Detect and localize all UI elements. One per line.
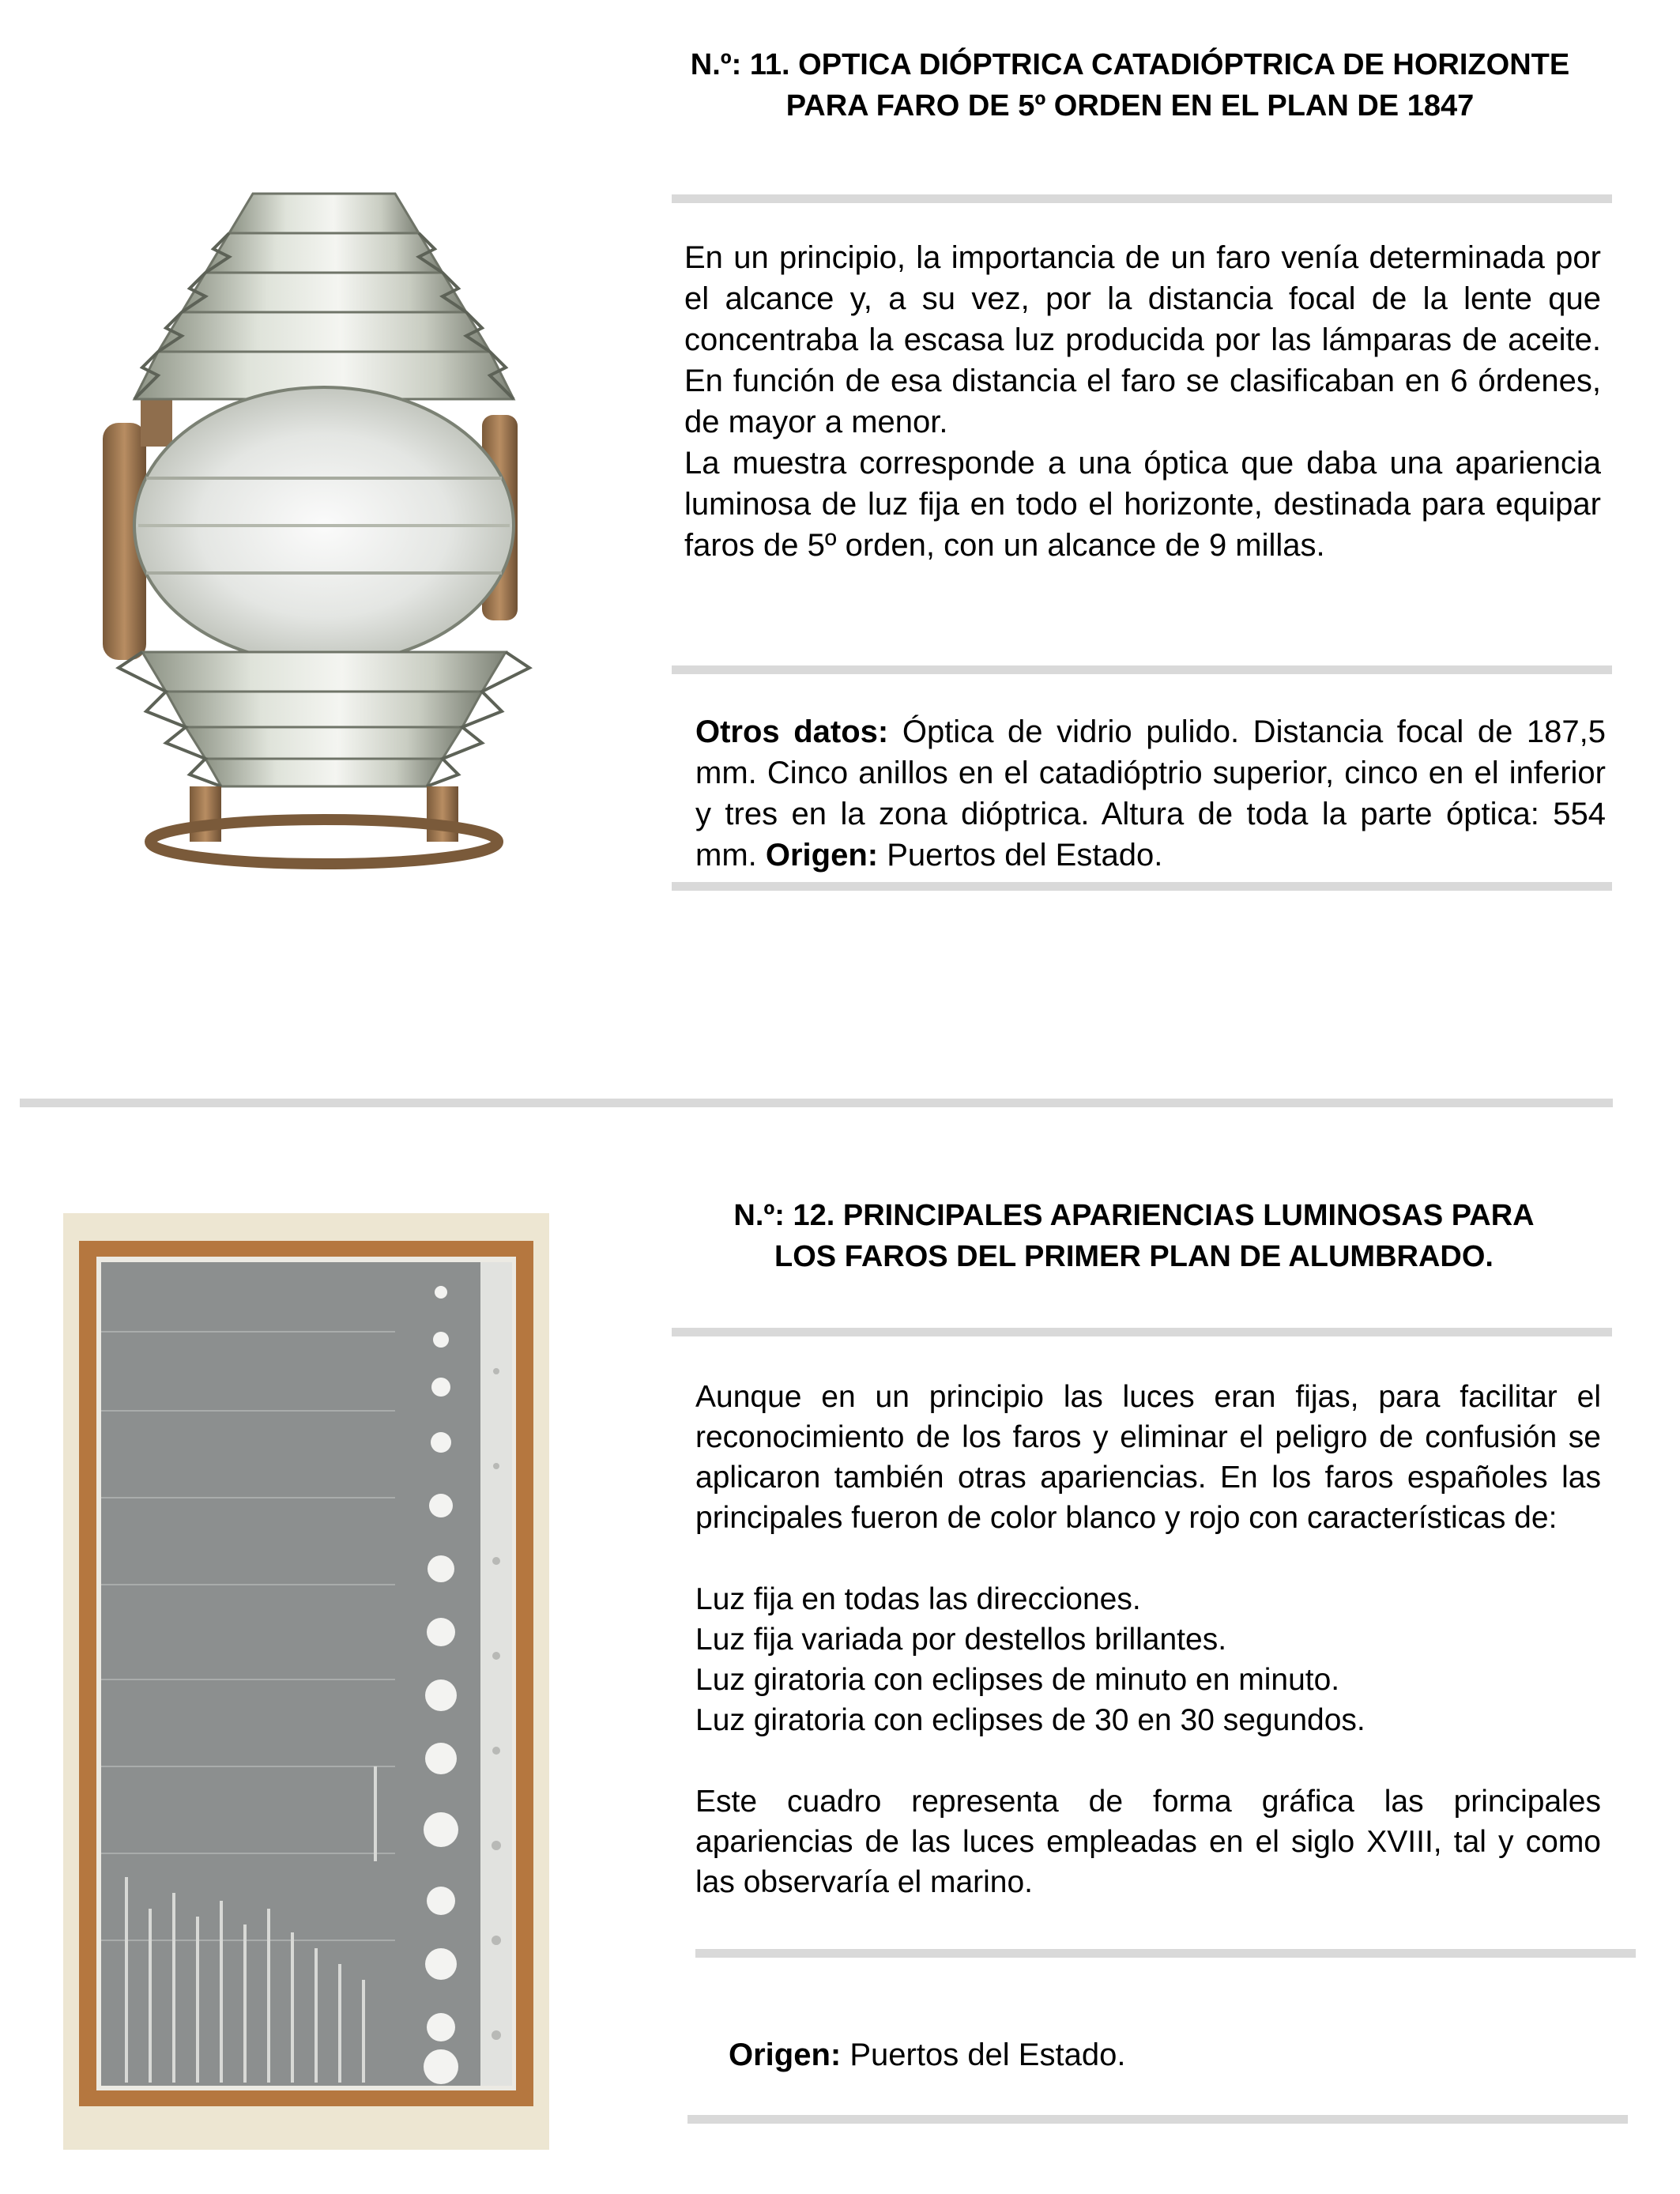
divider <box>672 194 1612 203</box>
otros-datos-text: Óptica de vidrio pulido. Distancia focal de 187,5 mm. Cinco anillos en el catadióptrio superior, cinco en el inferior y tres en la zona dióptrica. Altura de toda la parte óptica: 554 mm. <box>695 714 1607 873</box>
item-12-description <box>695 1377 1601 1902</box>
item-11-description <box>684 237 1601 566</box>
item-11-paragraph: En un principio, la importancia de un faro venía determinada por el alcance y, a su vez, por la distancia focal de la lente que concentraba la escasa luz producida por las lámparas de aceite. En función de esa distancia el faro se clasificaban en 6 órdenes, de mayor a menor. <box>684 240 1601 439</box>
origen-text: Puertos del Estado. <box>878 838 1163 873</box>
divider <box>695 1949 1636 1958</box>
divider <box>672 1328 1612 1336</box>
list-item: Luz fija variada por destellos brillantes. <box>695 1623 1227 1657</box>
otros-datos-label: Otros datos: <box>695 714 889 749</box>
section-separator <box>20 1099 1613 1107</box>
origen-label: Origen: <box>729 2038 842 2072</box>
light-appearances-chart-photo <box>63 1213 549 2150</box>
origen-label: Origen: <box>765 838 879 873</box>
item-12-closing: Este cuadro representa de forma gráfica las principales apariencias de las luces empleadas en el siglo XVIII, tal y como las observaría el marino. <box>695 1785 1601 1899</box>
lens-photo <box>71 178 577 873</box>
divider <box>672 882 1612 891</box>
item-11-otros-datos <box>695 711 1606 876</box>
list-item: Luz giratoria con eclipses de 30 en 30 segundos. <box>695 1703 1365 1737</box>
divider <box>672 665 1612 674</box>
item-12-origen <box>729 2034 1519 2075</box>
origen-text: Puertos del Estado. <box>841 2038 1126 2072</box>
divider <box>687 2115 1628 2124</box>
item-12-intro: Aunque en un principio las luces eran fijas, para facilitar el reconocimiento de los faros y eliminar el peligro de confusión se aplicaron también otras apariencias. En los faros españoles las principales fueron de color blanco y rojo con características de: <box>695 1380 1601 1535</box>
list-item: Luz fija en todas las direcciones. <box>695 1582 1141 1616</box>
item-11-title: N.º: 11. OPTICA DIÓPTRICA CATADIÓPTRICA DE HORIZONTE PARA FARO DE 5º ORDEN EN EL PLAN DE 1847 <box>690 48 1570 123</box>
item-12-title: N.º: 12. PRINCIPALES APARIENCIAS LUMINOSAS PARA LOS FAROS DEL PRIMER PLAN DE ALUMBRADO. <box>733 1199 1535 1273</box>
item-11-paragraph: La muestra corresponde a una óptica que daba una apariencia luminosa de luz fija en todo el horizonte, destinada para equipar faros de 5º orden, con un alcance de 9 millas. <box>684 446 1601 563</box>
list-item: Luz giratoria con eclipses de minuto en minuto. <box>695 1663 1340 1697</box>
